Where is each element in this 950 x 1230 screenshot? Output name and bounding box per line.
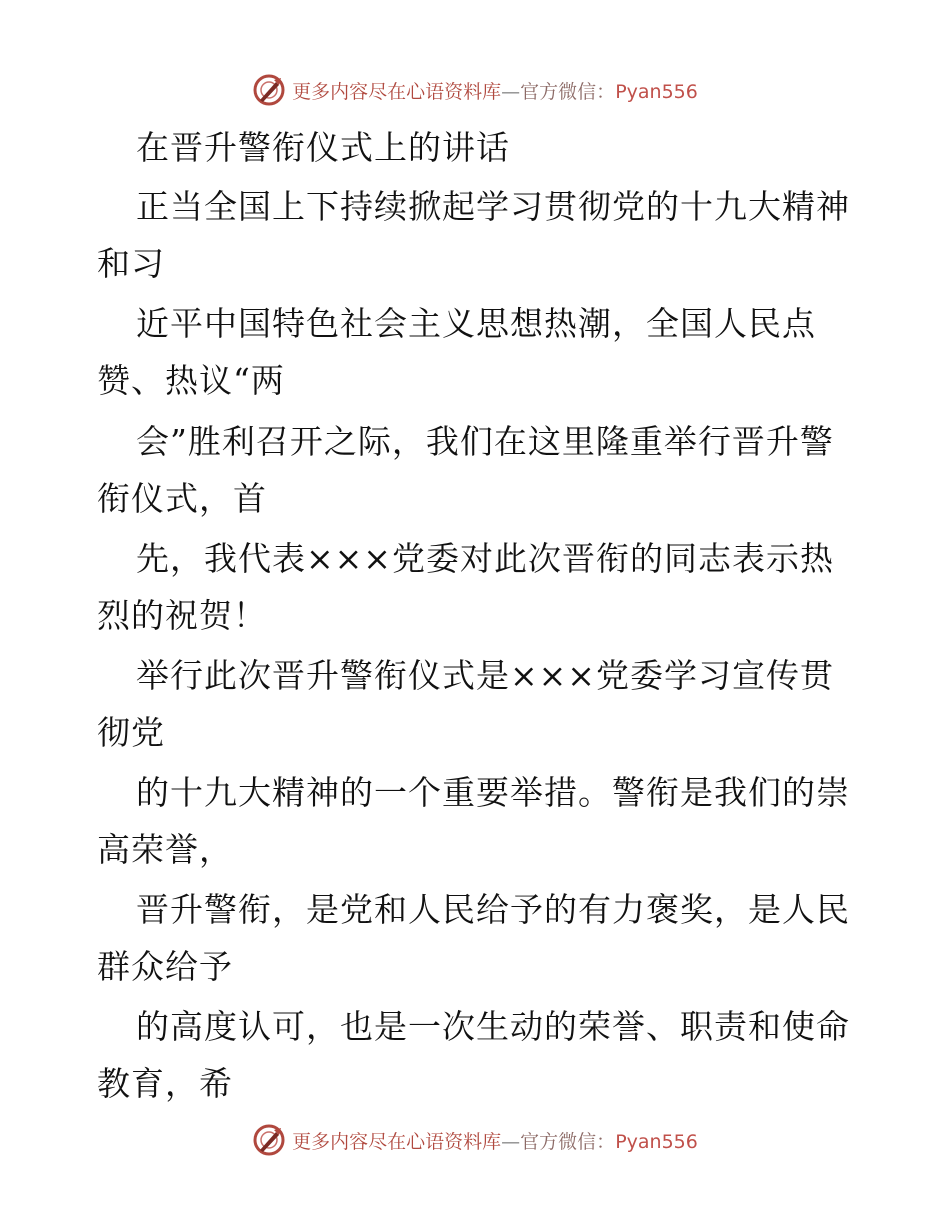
text-line: 晋升警衔，是党和人民给予的有力褒奖，是人民: [136, 890, 850, 929]
watermark-wechat-id: Pyan556: [615, 80, 698, 103]
watermark-wechat-id: Pyan556: [615, 1130, 698, 1153]
text-line: 近平中国特色社会主义思想热潮，全国人民点: [136, 304, 816, 343]
text-line: 会”胜利召开之际，我们在这里隆重举行晋升警: [136, 422, 834, 461]
quill-seal-icon: [252, 1123, 286, 1157]
text-line: 赞、热议“两: [97, 361, 285, 400]
text-line: 教育，希: [97, 1064, 233, 1103]
text-line: 举行此次晋升警衔仪式是×××党委学习宣传贯: [136, 656, 834, 695]
watermark-main-text: 更多内容尽在心语资料库: [292, 1130, 502, 1153]
quill-seal-icon: [252, 73, 286, 107]
text-line: 的十九大精神的一个重要举措。警衔是我们的崇: [136, 773, 850, 812]
text-line: 先，我代表×××党委对此次晋衔的同志表示热: [136, 539, 834, 578]
text-line: 彻党: [97, 713, 165, 752]
watermark-wechat-label: 官方微信：: [520, 1130, 616, 1153]
text-line: 衔仪式，首: [97, 479, 267, 518]
watermark-dash: —: [501, 1130, 521, 1153]
text-line: 群众给予: [97, 947, 233, 986]
watermark-dash: —: [501, 80, 521, 103]
watermark-wechat-label: 官方微信：: [520, 80, 616, 103]
footer-watermark: [0, 1120, 950, 1160]
text-line: 正当全国上下持续掀起学习贯彻党的十九大精神: [136, 187, 850, 226]
text-line: 的高度认可，也是一次生动的荣誉、职责和使命: [136, 1007, 850, 1046]
document-title: 在晋升警衔仪式上的讲话: [136, 128, 510, 167]
text-line: 高荣誉，: [97, 830, 233, 869]
watermark-main-text: 更多内容尽在心语资料库: [292, 80, 502, 103]
text-line: 和习: [97, 244, 165, 283]
text-line: 烈的祝贺！: [97, 596, 267, 635]
header-watermark: [0, 70, 950, 110]
